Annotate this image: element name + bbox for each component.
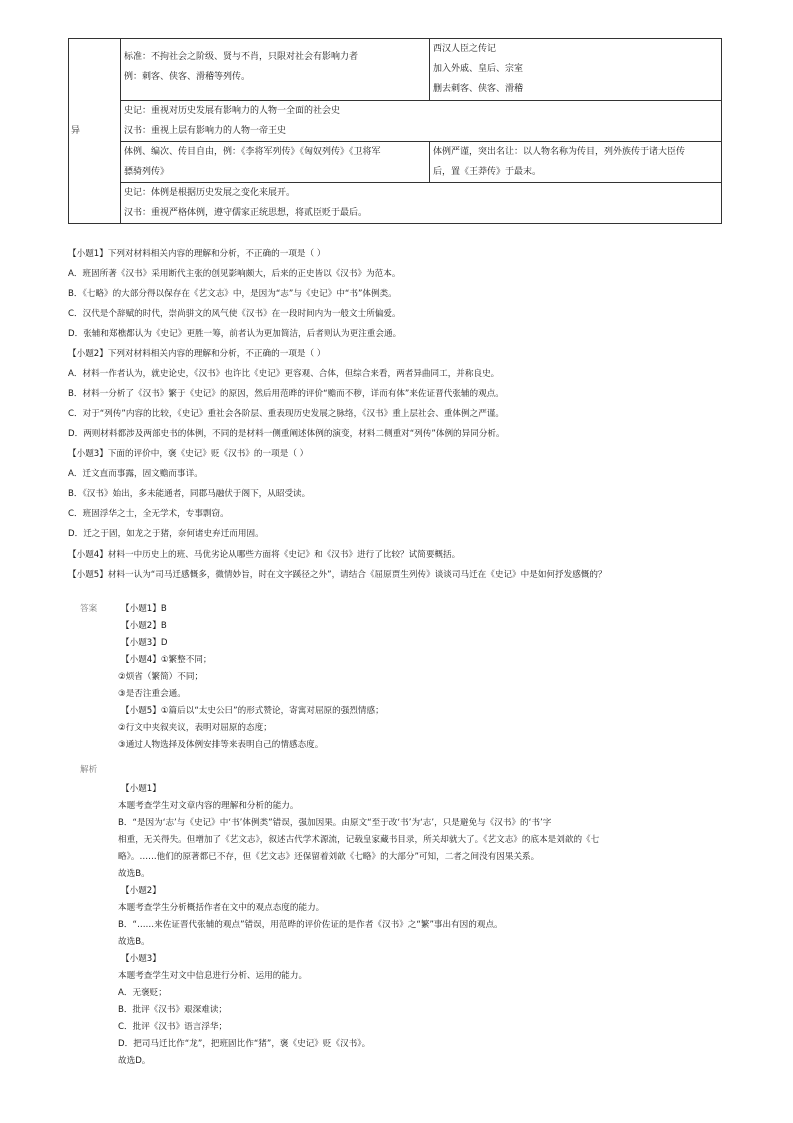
analysis-line: 本题考查学生分析概括作者在文中的观点态度的能力。: [118, 903, 325, 913]
question-heading: 【小题3】下面的评价中，褒《史记》贬《汉书》的一项是（ ）: [68, 449, 309, 459]
answer-line: 【小题5】①篇后以“太史公曰”的形式赞论，寄寓对屈原的强烈情感；: [121, 706, 384, 716]
option-line: B．材料一分析了《汉书》繁于《史记》的原因，然后用范晔的评价“赡而不秽，详而有体”来佐证晋代张辅的观点。: [68, 389, 504, 399]
cell-line: 骠骑列传》: [124, 167, 170, 177]
analysis-line: 故选D。: [118, 1056, 151, 1066]
answer-label: 答案: [80, 604, 98, 614]
answer-line: ③通过人物选择及体例安排等来表明自己的情感态度。: [118, 740, 324, 750]
option-line: C．班固浮华之士，全无学术，专事剽窃。: [68, 509, 229, 519]
analysis-line: 【小题2】: [121, 886, 161, 896]
analysis-line: 本题考查学生对文中信息进行分析、运用的能力。: [118, 971, 308, 981]
analysis-line: 【小题1】: [121, 784, 161, 794]
option-line: A．班固所著《汉书》采用断代主张的创见影响颇大，后来的正史皆以《汉书》为范本。: [68, 269, 401, 279]
cell-line: 体例严谨，突出名让：以人物名称为传目，列外族传于诸大臣传: [433, 147, 686, 157]
cell-line: 例：刺客、侠客、滑稽等列传。: [124, 72, 251, 82]
side-label: 异: [71, 126, 81, 136]
analysis-line: 略》。……他们的原著都已不存，但《艺文志》还保留着刘歆《七略》的大部分”可知，二者之间没有因果关系。: [118, 852, 540, 862]
option-line: C．汉代是个辞赋的时代，崇尚骈文的风气使《汉书》在一段时间内为一般文士所偏爱。: [68, 309, 401, 319]
table-cell: [430, 39, 722, 101]
option-line: B．《汉书》始出，多未能通者，同郡马融伏于阁下，从昭受读。: [68, 489, 311, 499]
analysis-line: 本题考查学生对文章内容的理解和分析的能力。: [118, 801, 299, 811]
analysis-line: D．把司马迁比作“龙”，把班固比作“猪”，褒《史记》贬《汉书》。: [118, 1039, 371, 1049]
option-line: A．材料一作者认为，就史论史，《汉书》也许比《史记》更容观、合体，但综合来看，两者异曲同工，并称良史。: [68, 369, 500, 379]
answer-line: ②行文中夹叙夹议，表明对屈原的态度；: [118, 723, 272, 733]
analysis-line: 故选B。: [118, 869, 150, 879]
analysis-label: 解析: [80, 765, 98, 775]
answer-line: ②烦省（繁简）不同；: [118, 672, 204, 682]
answer-line: 【小题1】B: [121, 604, 167, 614]
question-heading: 【小题1】下列对材料相关内容的理解和分析，不正确的一项是（ ）: [68, 249, 326, 259]
table-cell: [121, 39, 430, 101]
analysis-line: 故选B。: [118, 937, 150, 947]
cell-line: 西汉人臣之传记: [433, 44, 497, 54]
cell-line: 删去刺客、侠客、滑稽: [433, 84, 524, 94]
analysis-line: 相重，无关得失。但增加了《艺文志》，叙述古代学术源流，记载皇家藏书目录，所关却就大了。《艺文志》的底本是刘歆的《七: [118, 835, 600, 845]
table-cell: [430, 142, 722, 183]
table-cell: [121, 142, 430, 183]
analysis-line: B．批评《汉书》艰深难读；: [118, 1005, 228, 1015]
table-cell: [121, 183, 722, 224]
analysis-line: C．批评《汉书》语言浮华；: [118, 1022, 228, 1032]
side-label-cell: [69, 39, 121, 224]
cell-line: 史记：重视对历史发展有影响力的人物一全面的社会史: [124, 106, 341, 116]
answer-line: 【小题4】①繁整不同；: [121, 655, 212, 665]
cell-line: 体例、编次、传目自由，例：《李将军列传》《匈奴列传》《卫将军: [124, 147, 381, 157]
answer-line: ③是否注重会通。: [118, 689, 186, 699]
question-heading: 【小题2】下列对材料相关内容的理解和分析，不正确的一项是（ ）: [68, 349, 326, 359]
cell-line: 史记：体例是根据历史发展之变化来展开。: [124, 188, 296, 198]
cell-line: 汉书：重视上层有影响力的人物一帝王史: [124, 126, 287, 136]
option-line: B．《七略》的大部分得以保存在《艺文志》中，是因为“志”与《史记》中“书”体例类。: [68, 289, 397, 299]
cell-line: 标准：不拘社会之阶级、贤与不肖，只限对社会有影响力者: [124, 52, 359, 62]
analysis-line: A．无褒贬；: [118, 988, 167, 998]
cell-line: 后，置《王莽传》于最末。: [433, 167, 542, 177]
cell-line: 加入外戚、皇后、宗室: [433, 64, 524, 74]
analysis-line: B．“……来佐证晋代张辅的观点”错误，用范晔的评价佐证的是作者《汉书》之“繁”事出有因的观点。: [118, 920, 503, 930]
comparison-table: [68, 38, 722, 224]
table-cell: [121, 101, 722, 142]
analysis-line: B．“是因为‘志’与《史记》中‘书’体例类”错误，强加因果。由原文“至于改‘书’为‘志’，只是避免与《汉书》的‘书’字: [118, 818, 552, 828]
option-line: D．张辅和郑樵都认为《史记》更胜一筹，前者认为更加简洁，后者则认为更注重会通。: [68, 329, 402, 339]
option-line: C．对于“列传”内容的比较，《史记》重社会各阶层、重表现历史发展之脉络，《汉书》重上层社会、重体例之严谨。: [68, 409, 504, 419]
option-line: D．迁之于固，如龙之于猪，奈何诸史弃迁而用固。: [68, 529, 264, 539]
answer-line: 【小题2】B: [121, 621, 167, 631]
option-line: A．迁文直而事露，固文赡而事详。: [68, 469, 203, 479]
question-heading: 【小题4】材料一中历史上的班、马优劣论从哪些方面将《史记》和《汉书》进行了比较？试简要概括。: [68, 550, 461, 560]
answer-line: 【小题3】D: [121, 638, 168, 648]
cell-line: 汉书：重视严格体例，遵守儒家正统思想，将贰臣贬于最后。: [124, 208, 368, 218]
question-heading: 【小题5】材料一认为“司马迁感慨多，微情妙旨，时在文字蹊径之外”，请结合《屈原贾生列传》谈谈司马迁在《史记》中是如何抒发感慨的？: [68, 570, 607, 580]
option-line: D．两则材料都涉及两部史书的体例，不同的是材料一侧重阐述体例的演变，材料二侧重对“列传”体例的异同分析。: [68, 429, 505, 439]
analysis-line: 【小题3】: [121, 954, 161, 964]
